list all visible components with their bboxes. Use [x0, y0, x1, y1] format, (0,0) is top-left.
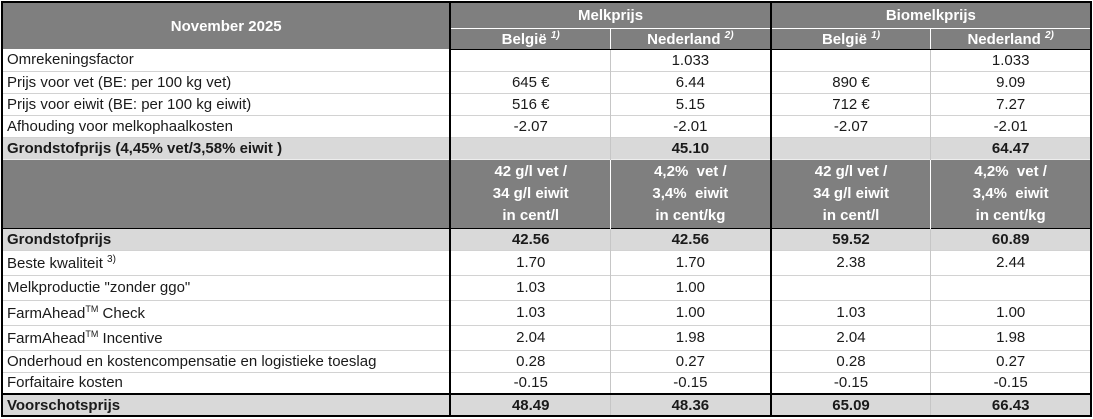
unit-line: in cent/kg: [975, 206, 1046, 224]
country-label: Nederland: [967, 30, 1041, 48]
cell-value: 1.98: [931, 325, 1091, 350]
milk-price-table: [1, 1, 1092, 417]
row-label: [2, 325, 450, 350]
cell-value: 1.03: [450, 300, 610, 325]
table-row-prijs-eiwit: [2, 93, 1091, 115]
footnote-marker: 2): [1044, 29, 1054, 41]
unit-header-spacer: [2, 159, 450, 228]
cell-value: 45.10: [611, 137, 771, 159]
cell-value: 66.43: [931, 394, 1091, 416]
table-row-grondstofprijs-subtotal: [2, 137, 1091, 159]
cell-value: 645 €: [450, 71, 610, 93]
group-header-melkprijs: Melkprijs: [450, 2, 770, 28]
table-row-afhouding: [2, 115, 1091, 137]
table-row-farmahead-incentive: [2, 325, 1091, 350]
cell-value: 516 €: [450, 93, 610, 115]
unit-line: 34 g/l eiwit: [492, 184, 569, 202]
unit-header-centkg-melkprijs: [611, 159, 771, 228]
row-label: [2, 250, 450, 275]
cell-value: -0.15: [771, 372, 931, 394]
unit-line: 4,2% vet /: [654, 162, 727, 180]
country-label: België: [501, 30, 547, 48]
unit-line: 3,4% eiwit: [652, 184, 729, 202]
row-label-text: FarmAhead: [7, 304, 86, 322]
table-row-voorschotsprijs: [2, 394, 1091, 416]
unit-line: 42 g/l vet /: [494, 162, 567, 180]
cell-value: 2.04: [450, 325, 610, 350]
cell-value: [931, 275, 1091, 300]
row-label: Omrekeningsfactor: [7, 51, 134, 69]
cell-value: 0.27: [611, 350, 771, 372]
cell-value: 1.03: [771, 300, 931, 325]
row-label: Prijs voor eiwit (BE: per 100 kg eiwit): [2, 93, 450, 115]
col-header-belgie-melkprijs: [450, 28, 610, 49]
row-label: [2, 300, 450, 325]
cell-value: -0.15: [450, 372, 610, 394]
cell-value: 5.15: [611, 93, 771, 115]
table-row-melkproductie-zonder-ggo: [2, 275, 1091, 300]
table-row-forfaitaire-kosten: [2, 372, 1091, 394]
cell-value: 1.70: [450, 250, 610, 275]
cell-value: 48.36: [611, 394, 771, 416]
unit-header-row: [2, 159, 1091, 228]
table-row-prijs-vet: [2, 71, 1091, 93]
country-label: Nederland: [647, 30, 721, 48]
unit-line: 3,4% eiwit: [972, 184, 1049, 202]
unit-line: in cent/l: [822, 206, 880, 224]
row-label: Forfaitaire kosten: [2, 372, 450, 394]
trademark-marker: TM: [85, 303, 99, 314]
table-row-farmahead-check: [2, 300, 1091, 325]
unit-line: in cent/kg: [655, 206, 726, 224]
unit-line: in cent/l: [502, 206, 560, 224]
row-label-text: Check: [98, 304, 146, 322]
cell-value: -0.15: [611, 372, 771, 394]
row-label-text: Beste kwaliteit: [7, 254, 103, 272]
period-header: November 2025: [2, 2, 450, 49]
cell-value: 1.00: [611, 275, 771, 300]
cell-value: -2.01: [931, 115, 1091, 137]
cell-value: 1.033: [931, 49, 1091, 71]
cell-value: 7.27: [931, 93, 1091, 115]
table-row-onderhoud: [2, 350, 1091, 372]
cell-value: [771, 275, 931, 300]
cell-value: -2.07: [450, 115, 610, 137]
col-header-belgie-biomelkprijs: [771, 28, 931, 49]
cell-value: 0.28: [450, 350, 610, 372]
cell-value: 0.27: [931, 350, 1091, 372]
group-header-row: [2, 2, 1091, 28]
table-row-grondstofprijs: [2, 228, 1091, 250]
cell-value: 890 €: [771, 71, 931, 93]
country-label: België: [821, 30, 867, 48]
cell-value: 1.00: [931, 300, 1091, 325]
footnote-marker: 1): [871, 29, 881, 41]
cell-value: 64.47: [931, 137, 1091, 159]
cell-value: 1.98: [611, 325, 771, 350]
cell-value: -0.15: [931, 372, 1091, 394]
row-label: Afhouding voor melkophaalkosten: [2, 115, 450, 137]
footnote-marker: 2): [724, 29, 734, 41]
cell-value: 2.38: [771, 250, 931, 275]
row-label: Prijs voor vet (BE: per 100 kg vet): [2, 71, 450, 93]
cell-value: 1.033: [611, 49, 771, 71]
cell-value: 712 €: [771, 93, 931, 115]
unit-line: 42 g/l vet /: [814, 162, 888, 180]
cell-value: 65.09: [771, 394, 931, 416]
row-label: Melkproductie "zonder ggo": [2, 275, 450, 300]
cell-value: 48.49: [450, 394, 610, 416]
cell-value: 6.44: [611, 71, 771, 93]
cell-value: [771, 137, 931, 159]
row-label: Grondstofprijs: [2, 228, 450, 250]
cell-value: 1.03: [450, 275, 610, 300]
unit-line: 34 g/l eiwit: [813, 184, 889, 202]
cell-value: 0.28: [771, 350, 931, 372]
col-header-nederland-melkprijs: [611, 28, 771, 49]
row-label-text: FarmAhead: [7, 329, 86, 347]
footnote-marker: 3): [107, 253, 116, 265]
cell-value: -2.07: [771, 115, 931, 137]
unit-header-centl-biomelkprijs: [771, 159, 931, 228]
unit-line: 4,2% vet /: [974, 162, 1047, 180]
row-label: Voorschotsprijs: [2, 394, 450, 416]
cell-value: 42.56: [450, 228, 610, 250]
trademark-marker: TM: [85, 328, 99, 339]
footnote-marker: 1): [550, 29, 560, 41]
table-row-omrekeningsfactor: [2, 49, 1091, 71]
cell-value: 1.70: [611, 250, 771, 275]
cell-value: 1.00: [611, 300, 771, 325]
group-header-biomelkprijs: Biomelkprijs: [771, 2, 1091, 28]
cell-value: -2.01: [611, 115, 771, 137]
table-row-beste-kwaliteit: [2, 250, 1091, 275]
row-label: Onderhoud en kostencompensatie en logistieke toeslag: [2, 350, 450, 372]
cell-value: 2.44: [931, 250, 1091, 275]
cell-value: [771, 49, 931, 71]
unit-header-centkg-biomelkprijs: [931, 159, 1091, 228]
cell-value: 59.52: [771, 228, 931, 250]
unit-header-centl-melkprijs: [450, 159, 610, 228]
cell-value: [450, 49, 610, 71]
col-header-nederland-biomelkprijs: [931, 28, 1091, 49]
cell-value: 2.04: [771, 325, 931, 350]
row-label-text: Incentive: [98, 329, 163, 347]
cell-value: [450, 137, 610, 159]
cell-value: 60.89: [931, 228, 1091, 250]
cell-value: 42.56: [611, 228, 771, 250]
cell-value: 9.09: [931, 71, 1091, 93]
row-label: Grondstofprijs (4,45% vet/3,58% eiwit ): [2, 137, 450, 159]
